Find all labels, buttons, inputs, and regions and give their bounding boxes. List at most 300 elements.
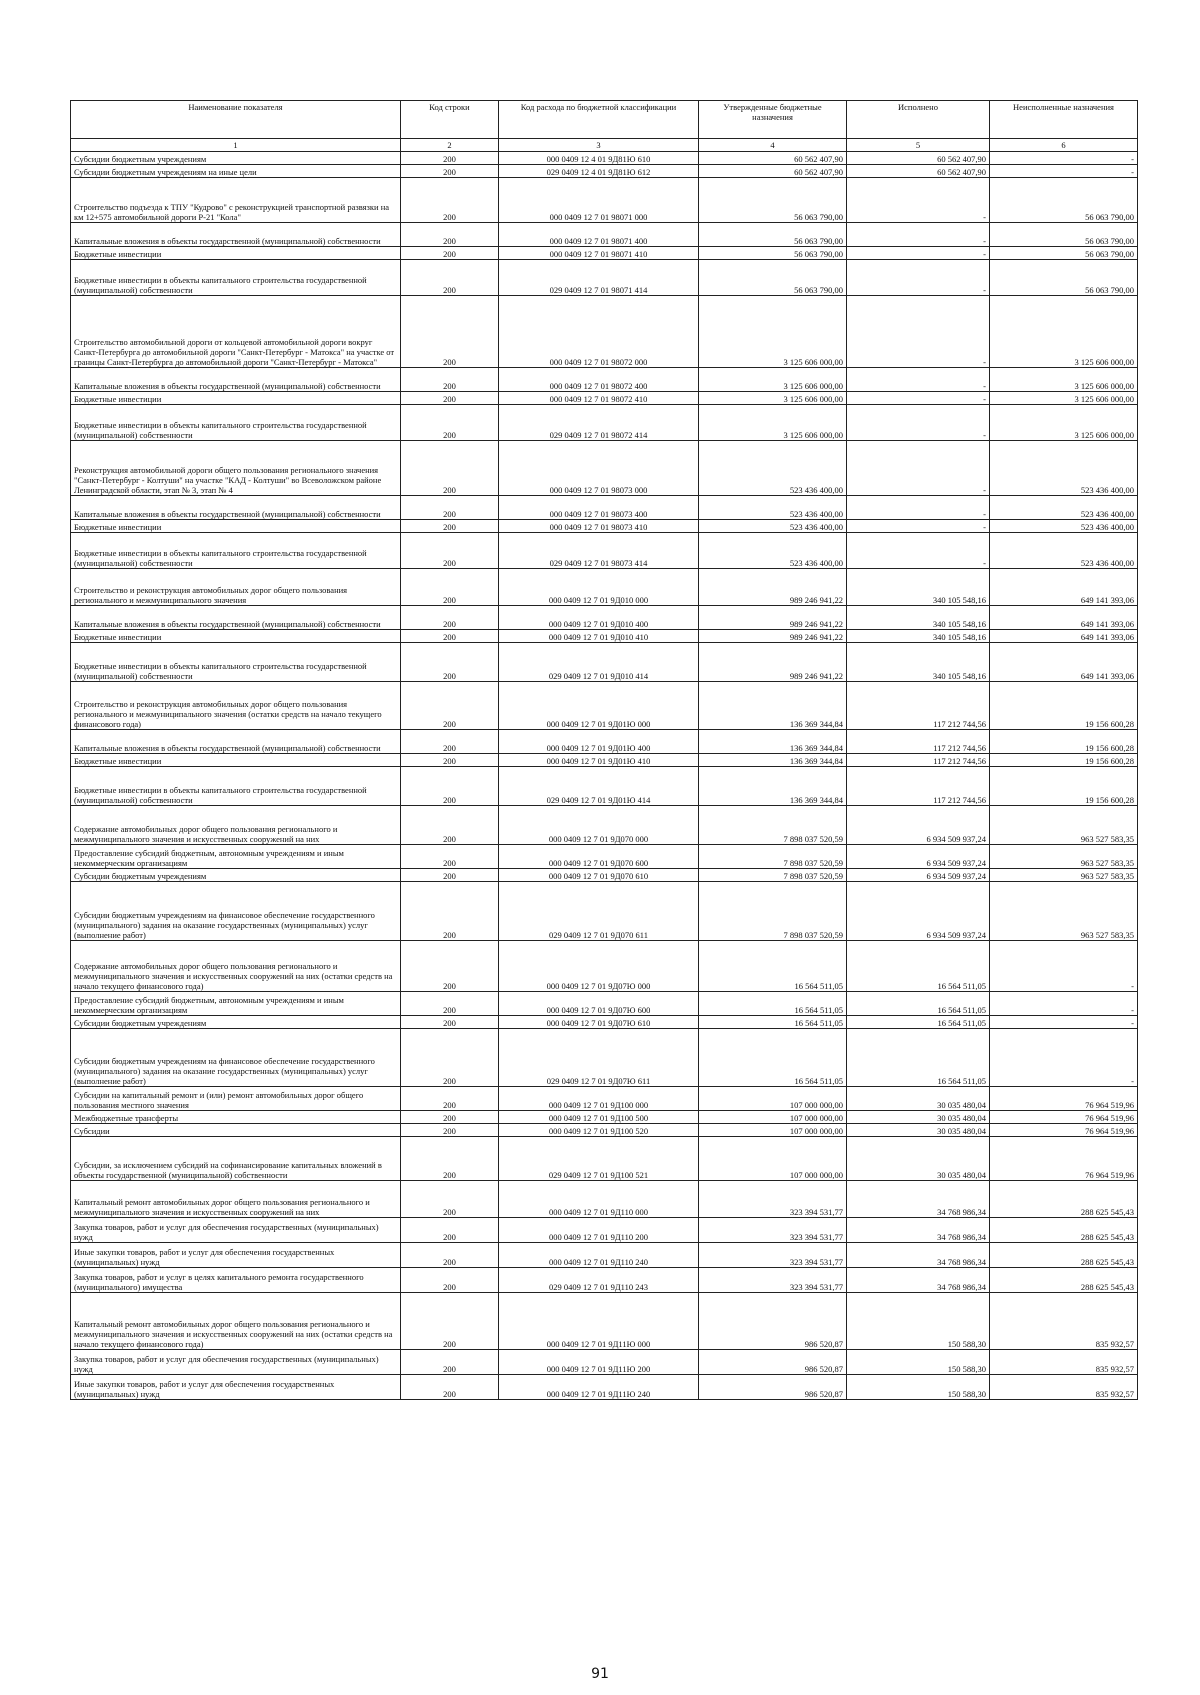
line-code-cell: 200 <box>401 405 499 441</box>
table-row <box>71 1243 1138 1268</box>
indicator-name-cell: Предоставление субсидий бюджетным, автономным учреждениям и иным некоммерческим организациям <box>71 992 401 1016</box>
classification-code-cell: 000 0409 12 7 01 9Д100 500 <box>499 1111 699 1124</box>
classification-code-cell: 000 0409 12 7 01 9Д11Ю 240 <box>499 1375 699 1400</box>
indicator-name-cell: Бюджетные инвестиции в объекты капитального строительства государственной (муниципальной) собственности <box>71 767 401 806</box>
unexecuted-amount-cell: 288 625 545,43 <box>990 1268 1138 1293</box>
budget-execution-table <box>70 100 1138 1400</box>
unexecuted-amount-cell: - <box>990 992 1138 1016</box>
unexecuted-amount-cell: 835 932,57 <box>990 1350 1138 1375</box>
executed-amount-cell: 6 934 509 937,24 <box>847 845 990 869</box>
executed-amount-cell: - <box>847 368 990 392</box>
table-row <box>71 606 1138 630</box>
indicator-name-cell: Капитальный ремонт автомобильных дорог общего пользования регионального и межмуниципального значения и искусственных сооружений на них (остатки средств на начало текущего финансового года) <box>71 1293 401 1350</box>
unexecuted-amount-cell: 963 527 583,35 <box>990 806 1138 845</box>
executed-amount-cell: - <box>847 520 990 533</box>
classification-code-cell: 000 0409 12 7 01 9Д100 520 <box>499 1124 699 1137</box>
approved-amount-cell: 16 564 511,05 <box>699 1029 847 1087</box>
indicator-name-cell: Закупка товаров, работ и услуг для обеспечения государственных (муниципальных) нужд <box>71 1218 401 1243</box>
table-row <box>71 992 1138 1016</box>
classification-code-cell: 000 0409 12 7 01 9Д07Ю 000 <box>499 941 699 992</box>
table-row <box>71 405 1138 441</box>
indicator-name-cell: Реконструкция автомобильной дороги общего пользования регионального значения "Санкт-Петербург - Колтуши" на участке "КАД - Колтуши" во Всеволожском районе Ленинградской области, этап № 3, этап № 4 <box>71 441 401 496</box>
approved-amount-cell: 56 063 790,00 <box>699 223 847 247</box>
executed-amount-cell: - <box>847 392 990 405</box>
indicator-name-cell: Субсидии бюджетным учреждениям <box>71 152 401 165</box>
table-row <box>71 1087 1138 1111</box>
approved-amount-cell: 3 125 606 000,00 <box>699 368 847 392</box>
executed-amount-cell: 6 934 509 937,24 <box>847 806 990 845</box>
unexecuted-amount-cell: 19 156 600,28 <box>990 754 1138 767</box>
executed-amount-cell: 16 564 511,05 <box>847 992 990 1016</box>
executed-amount-cell: 340 105 548,16 <box>847 569 990 606</box>
unexecuted-amount-cell: 3 125 606 000,00 <box>990 405 1138 441</box>
line-code-cell: 200 <box>401 643 499 682</box>
executed-amount-cell: 340 105 548,16 <box>847 643 990 682</box>
executed-amount-cell: - <box>847 223 990 247</box>
classification-code-cell: 000 0409 12 7 01 98072 410 <box>499 392 699 405</box>
indicator-name-cell: Бюджетные инвестиции <box>71 754 401 767</box>
indicator-name-cell: Содержание автомобильных дорог общего пользования регионального и межмуниципального значения и искусственных сооружений на них <box>71 806 401 845</box>
unexecuted-amount-cell: 19 156 600,28 <box>990 682 1138 730</box>
line-code-cell: 200 <box>401 296 499 368</box>
indicator-name-cell: Субсидии бюджетным учреждениям <box>71 1016 401 1029</box>
classification-code-cell: 029 0409 12 7 01 9Д010 414 <box>499 643 699 682</box>
table-row <box>71 882 1138 941</box>
classification-code-cell: 029 0409 12 7 01 98073 414 <box>499 533 699 569</box>
table-row <box>71 247 1138 260</box>
unexecuted-amount-cell: 3 125 606 000,00 <box>990 392 1138 405</box>
page-number: 91 <box>591 1666 609 1682</box>
approved-amount-cell: 3 125 606 000,00 <box>699 296 847 368</box>
executed-amount-cell: 30 035 480,04 <box>847 1111 990 1124</box>
indicator-name-cell: Строительство автомобильной дороги от кольцевой автомобильной дороги вокруг Санкт-Петербурга до автомобильной дороги "Санкт-Петербург - Матокса" на участке от границы Санкт-Петербурга до автомобильной дороги "Санкт-Петербург - Матокса" <box>71 296 401 368</box>
header-indicator-name: Наименование показателя <box>71 101 401 139</box>
indicator-name-cell: Бюджетные инвестиции в объекты капитального строительства государственной (муниципальной) собственности <box>71 405 401 441</box>
executed-amount-cell: 34 768 986,34 <box>847 1218 990 1243</box>
table-row <box>71 1218 1138 1243</box>
unexecuted-amount-cell: 288 625 545,43 <box>990 1181 1138 1218</box>
unexecuted-amount-cell: 56 063 790,00 <box>990 247 1138 260</box>
line-code-cell: 200 <box>401 496 499 520</box>
table-row <box>71 178 1138 223</box>
approved-amount-cell: 7 898 037 520,59 <box>699 882 847 941</box>
indicator-name-cell: Субсидии бюджетным учреждениям <box>71 869 401 882</box>
indicator-name-cell: Иные закупки товаров, работ и услуг для обеспечения государственных (муниципальных) нужд <box>71 1243 401 1268</box>
classification-code-cell: 000 0409 12 7 01 9Д010 000 <box>499 569 699 606</box>
executed-amount-cell: 34 768 986,34 <box>847 1268 990 1293</box>
indicator-name-cell: Бюджетные инвестиции в объекты капитального строительства государственной (муниципальной) собственности <box>71 533 401 569</box>
approved-amount-cell: 16 564 511,05 <box>699 941 847 992</box>
approved-amount-cell: 16 564 511,05 <box>699 1016 847 1029</box>
classification-code-cell: 000 0409 12 7 01 9Д070 600 <box>499 845 699 869</box>
approved-amount-cell: 107 000 000,00 <box>699 1124 847 1137</box>
indicator-name-cell: Закупка товаров, работ и услуг в целях капитального ремонта государственного (муниципального) имущества <box>71 1268 401 1293</box>
table-row <box>71 296 1138 368</box>
unexecuted-amount-cell: 19 156 600,28 <box>990 730 1138 754</box>
classification-code-cell: 000 0409 12 7 01 98073 400 <box>499 496 699 520</box>
indicator-name-cell: Капитальные вложения в объекты государственной (муниципальной) собственности <box>71 223 401 247</box>
classification-code-cell: 000 0409 12 7 01 98073 000 <box>499 441 699 496</box>
indicator-name-cell: Субсидии бюджетным учреждениям на финансовое обеспечение государственного (муниципального) задания на оказание государственных (муниципальных) услуг (выполнение работ) <box>71 1029 401 1087</box>
header-row <box>71 101 1138 139</box>
approved-amount-cell: 7 898 037 520,59 <box>699 806 847 845</box>
executed-amount-cell: 150 588,30 <box>847 1375 990 1400</box>
unexecuted-amount-cell: 288 625 545,43 <box>990 1218 1138 1243</box>
line-code-cell: 200 <box>401 869 499 882</box>
indicator-name-cell: Бюджетные инвестиции <box>71 520 401 533</box>
line-code-cell: 200 <box>401 247 499 260</box>
unexecuted-amount-cell: - <box>990 1029 1138 1087</box>
header-classification-code: Код расхода по бюджетной классификации <box>499 101 699 139</box>
unexecuted-amount-cell: 19 156 600,28 <box>990 767 1138 806</box>
table-row <box>71 1029 1138 1087</box>
approved-amount-cell: 56 063 790,00 <box>699 178 847 223</box>
classification-code-cell: 000 0409 12 7 01 9Д01Ю 410 <box>499 754 699 767</box>
executed-amount-cell: - <box>847 405 990 441</box>
approved-amount-cell: 989 246 941,22 <box>699 606 847 630</box>
approved-amount-cell: 136 369 344,84 <box>699 767 847 806</box>
column-number: 4 <box>699 139 847 152</box>
indicator-name-cell: Субсидии <box>71 1124 401 1137</box>
line-code-cell: 200 <box>401 630 499 643</box>
unexecuted-amount-cell: - <box>990 152 1138 165</box>
header-executed: Исполнено <box>847 101 990 139</box>
executed-amount-cell: 30 035 480,04 <box>847 1124 990 1137</box>
indicator-name-cell: Капитальные вложения в объекты государственной (муниципальной) собственности <box>71 496 401 520</box>
line-code-cell: 200 <box>401 520 499 533</box>
classification-code-cell: 000 0409 12 7 01 9Д010 400 <box>499 606 699 630</box>
table-row <box>71 368 1138 392</box>
classification-code-cell: 029 0409 12 7 01 98072 414 <box>499 405 699 441</box>
line-code-cell: 200 <box>401 767 499 806</box>
unexecuted-amount-cell: 523 436 400,00 <box>990 533 1138 569</box>
approved-amount-cell: 989 246 941,22 <box>699 643 847 682</box>
line-code-cell: 200 <box>401 152 499 165</box>
executed-amount-cell: - <box>847 247 990 260</box>
indicator-name-cell: Иные закупки товаров, работ и услуг для обеспечения государственных (муниципальных) нужд <box>71 1375 401 1400</box>
unexecuted-amount-cell: 835 932,57 <box>990 1293 1138 1350</box>
line-code-cell: 200 <box>401 730 499 754</box>
unexecuted-amount-cell: - <box>990 941 1138 992</box>
approved-amount-cell: 523 436 400,00 <box>699 520 847 533</box>
column-number: 3 <box>499 139 699 152</box>
line-code-cell: 200 <box>401 165 499 178</box>
line-code-cell: 200 <box>401 882 499 941</box>
indicator-name-cell: Капитальные вложения в объекты государственной (муниципальной) собственности <box>71 606 401 630</box>
classification-code-cell: 000 0409 12 7 01 9Д110 240 <box>499 1243 699 1268</box>
table-row <box>71 754 1138 767</box>
classification-code-cell: 000 0409 12 7 01 98072 000 <box>499 296 699 368</box>
approved-amount-cell: 60 562 407,90 <box>699 152 847 165</box>
line-code-cell: 200 <box>401 682 499 730</box>
classification-code-cell: 029 0409 12 7 01 9Д110 243 <box>499 1268 699 1293</box>
column-number: 5 <box>847 139 990 152</box>
column-number-row <box>71 139 1138 152</box>
unexecuted-amount-cell: 56 063 790,00 <box>990 260 1138 296</box>
executed-amount-cell: 340 105 548,16 <box>847 630 990 643</box>
line-code-cell: 200 <box>401 1029 499 1087</box>
approved-amount-cell: 523 436 400,00 <box>699 533 847 569</box>
approved-amount-cell: 989 246 941,22 <box>699 569 847 606</box>
table-body <box>71 152 1138 1400</box>
executed-amount-cell: 60 562 407,90 <box>847 152 990 165</box>
line-code-cell: 200 <box>401 260 499 296</box>
line-code-cell: 200 <box>401 1375 499 1400</box>
approved-amount-cell: 523 436 400,00 <box>699 441 847 496</box>
executed-amount-cell: 150 588,30 <box>847 1350 990 1375</box>
classification-code-cell: 000 0409 12 4 01 9Д81Ю 610 <box>499 152 699 165</box>
classification-code-cell: 000 0409 12 7 01 9Д070 610 <box>499 869 699 882</box>
approved-amount-cell: 16 564 511,05 <box>699 992 847 1016</box>
line-code-cell: 200 <box>401 368 499 392</box>
table-row <box>71 1268 1138 1293</box>
indicator-name-cell: Бюджетные инвестиции <box>71 392 401 405</box>
approved-amount-cell: 56 063 790,00 <box>699 260 847 296</box>
line-code-cell: 200 <box>401 392 499 405</box>
classification-code-cell: 000 0409 12 7 01 9Д110 200 <box>499 1218 699 1243</box>
executed-amount-cell: 30 035 480,04 <box>847 1137 990 1181</box>
table-row <box>71 569 1138 606</box>
unexecuted-amount-cell: 288 625 545,43 <box>990 1243 1138 1268</box>
executed-amount-cell: 30 035 480,04 <box>847 1087 990 1111</box>
classification-code-cell: 029 0409 12 7 01 9Д01Ю 414 <box>499 767 699 806</box>
line-code-cell: 200 <box>401 754 499 767</box>
approved-amount-cell: 56 063 790,00 <box>699 247 847 260</box>
approved-amount-cell: 986 520,87 <box>699 1375 847 1400</box>
approved-amount-cell: 7 898 037 520,59 <box>699 845 847 869</box>
approved-amount-cell: 323 394 531,77 <box>699 1268 847 1293</box>
line-code-cell: 200 <box>401 1293 499 1350</box>
unexecuted-amount-cell: 963 527 583,35 <box>990 869 1138 882</box>
approved-amount-cell: 107 000 000,00 <box>699 1087 847 1111</box>
approved-amount-cell: 136 369 344,84 <box>699 730 847 754</box>
unexecuted-amount-cell: 3 125 606 000,00 <box>990 296 1138 368</box>
classification-code-cell: 000 0409 12 7 01 9Д01Ю 000 <box>499 682 699 730</box>
approved-amount-cell: 136 369 344,84 <box>699 754 847 767</box>
line-code-cell: 200 <box>401 1124 499 1137</box>
line-code-cell: 200 <box>401 569 499 606</box>
indicator-name-cell: Субсидии, за исключением субсидий на софинансирование капитальных вложений в объекты государственной (муниципальной) собственности <box>71 1137 401 1181</box>
table-row <box>71 1293 1138 1350</box>
indicator-name-cell: Капитальные вложения в объекты государственной (муниципальной) собственности <box>71 368 401 392</box>
approved-amount-cell: 60 562 407,90 <box>699 165 847 178</box>
line-code-cell: 200 <box>401 1181 499 1218</box>
table-row <box>71 845 1138 869</box>
unexecuted-amount-cell: 76 964 519,96 <box>990 1087 1138 1111</box>
unexecuted-amount-cell: 523 436 400,00 <box>990 441 1138 496</box>
column-number: 6 <box>990 139 1138 152</box>
approved-amount-cell: 323 394 531,77 <box>699 1218 847 1243</box>
executed-amount-cell: 117 212 744,56 <box>847 682 990 730</box>
unexecuted-amount-cell: 56 063 790,00 <box>990 178 1138 223</box>
line-code-cell: 200 <box>401 606 499 630</box>
executed-amount-cell: 34 768 986,34 <box>847 1243 990 1268</box>
approved-amount-cell: 986 520,87 <box>699 1293 847 1350</box>
line-code-cell: 200 <box>401 223 499 247</box>
table-row <box>71 260 1138 296</box>
line-code-cell: 200 <box>401 533 499 569</box>
table-row <box>71 165 1138 178</box>
approved-amount-cell: 323 394 531,77 <box>699 1181 847 1218</box>
unexecuted-amount-cell: 649 141 393,06 <box>990 630 1138 643</box>
table-row <box>71 869 1138 882</box>
unexecuted-amount-cell: 76 964 519,96 <box>990 1137 1138 1181</box>
table-row <box>71 533 1138 569</box>
table-row <box>71 1375 1138 1400</box>
table-row <box>71 1111 1138 1124</box>
executed-amount-cell: 16 564 511,05 <box>847 1029 990 1087</box>
unexecuted-amount-cell: 76 964 519,96 <box>990 1124 1138 1137</box>
executed-amount-cell: 34 768 986,34 <box>847 1181 990 1218</box>
unexecuted-amount-cell: 76 964 519,96 <box>990 1111 1138 1124</box>
executed-amount-cell: 60 562 407,90 <box>847 165 990 178</box>
unexecuted-amount-cell: 649 141 393,06 <box>990 569 1138 606</box>
indicator-name-cell: Субсидии бюджетным учреждениям на иные цели <box>71 165 401 178</box>
line-code-cell: 200 <box>401 941 499 992</box>
table-row <box>71 496 1138 520</box>
approved-amount-cell: 107 000 000,00 <box>699 1111 847 1124</box>
table-row <box>71 643 1138 682</box>
unexecuted-amount-cell: 963 527 583,35 <box>990 882 1138 941</box>
classification-code-cell: 000 0409 12 7 01 9Д07Ю 600 <box>499 992 699 1016</box>
table-row <box>71 806 1138 845</box>
table-row <box>71 223 1138 247</box>
column-number: 1 <box>71 139 401 152</box>
indicator-name-cell: Субсидии бюджетным учреждениям на финансовое обеспечение государственного (муниципального) задания на оказание государственных (муниципальных) услуг (выполнение работ) <box>71 882 401 941</box>
table-row <box>71 630 1138 643</box>
indicator-name-cell: Строительство и реконструкция автомобильных дорог общего пользования регионального и межмуниципального значения <box>71 569 401 606</box>
classification-code-cell: 000 0409 12 7 01 9Д01Ю 400 <box>499 730 699 754</box>
indicator-name-cell: Бюджетные инвестиции в объекты капитального строительства государственной (муниципальной) собственности <box>71 260 401 296</box>
indicator-name-cell: Строительство и реконструкция автомобильных дорог общего пользования регионального и межмуниципального значения (остатки средств на начало текущего финансового года) <box>71 682 401 730</box>
executed-amount-cell: 340 105 548,16 <box>847 606 990 630</box>
unexecuted-amount-cell: 523 436 400,00 <box>990 496 1138 520</box>
classification-code-cell: 000 0409 12 7 01 9Д11Ю 000 <box>499 1293 699 1350</box>
table-row <box>71 520 1138 533</box>
header-unexecuted: Неисполненные назначения <box>990 101 1138 139</box>
unexecuted-amount-cell: 3 125 606 000,00 <box>990 368 1138 392</box>
table-row <box>71 1181 1138 1218</box>
indicator-name-cell: Субсидии на капитальный ремонт и (или) ремонт автомобильных дорог общего пользования местного значения <box>71 1087 401 1111</box>
indicator-name-cell: Закупка товаров, работ и услуг для обеспечения государственных (муниципальных) нужд <box>71 1350 401 1375</box>
approved-amount-cell: 3 125 606 000,00 <box>699 405 847 441</box>
line-code-cell: 200 <box>401 1087 499 1111</box>
line-code-cell: 200 <box>401 1111 499 1124</box>
classification-code-cell: 000 0409 12 7 01 9Д07Ю 610 <box>499 1016 699 1029</box>
approved-amount-cell: 107 000 000,00 <box>699 1137 847 1181</box>
classification-code-cell: 000 0409 12 7 01 98071 400 <box>499 223 699 247</box>
indicator-name-cell: Капитальный ремонт автомобильных дорог общего пользования регионального и межмуниципального значения и искусственных сооружений на них <box>71 1181 401 1218</box>
classification-code-cell: 000 0409 12 7 01 9Д100 000 <box>499 1087 699 1111</box>
line-code-cell: 200 <box>401 441 499 496</box>
table-row <box>71 730 1138 754</box>
column-number: 2 <box>401 139 499 152</box>
approved-amount-cell: 3 125 606 000,00 <box>699 392 847 405</box>
executed-amount-cell: - <box>847 441 990 496</box>
classification-code-cell: 000 0409 12 7 01 9Д110 000 <box>499 1181 699 1218</box>
unexecuted-amount-cell: 649 141 393,06 <box>990 606 1138 630</box>
classification-code-cell: 000 0409 12 7 01 9Д070 000 <box>499 806 699 845</box>
executed-amount-cell: 16 564 511,05 <box>847 941 990 992</box>
executed-amount-cell: 6 934 509 937,24 <box>847 882 990 941</box>
classification-code-cell: 029 0409 12 4 01 9Д81Ю 612 <box>499 165 699 178</box>
indicator-name-cell: Бюджетные инвестиции в объекты капитального строительства государственной (муниципальной) собственности <box>71 643 401 682</box>
unexecuted-amount-cell: - <box>990 165 1138 178</box>
line-code-cell: 200 <box>401 1016 499 1029</box>
line-code-cell: 200 <box>401 1268 499 1293</box>
classification-code-cell: 000 0409 12 7 01 9Д010 410 <box>499 630 699 643</box>
executed-amount-cell: 16 564 511,05 <box>847 1016 990 1029</box>
indicator-name-cell: Межбюджетные трансферты <box>71 1111 401 1124</box>
unexecuted-amount-cell: 963 527 583,35 <box>990 845 1138 869</box>
executed-amount-cell: 117 212 744,56 <box>847 767 990 806</box>
table-row <box>71 441 1138 496</box>
table-row <box>71 1124 1138 1137</box>
executed-amount-cell: 117 212 744,56 <box>847 754 990 767</box>
table-row <box>71 941 1138 992</box>
line-code-cell: 200 <box>401 806 499 845</box>
line-code-cell: 200 <box>401 178 499 223</box>
classification-code-cell: 000 0409 12 7 01 98073 410 <box>499 520 699 533</box>
table-row <box>71 392 1138 405</box>
header-line-code: Код строки <box>401 101 499 139</box>
executed-amount-cell: - <box>847 296 990 368</box>
line-code-cell: 200 <box>401 1243 499 1268</box>
table-row <box>71 1016 1138 1029</box>
classification-code-cell: 029 0409 12 7 01 9Д070 611 <box>499 882 699 941</box>
line-code-cell: 200 <box>401 1137 499 1181</box>
approved-amount-cell: 523 436 400,00 <box>699 496 847 520</box>
unexecuted-amount-cell: 649 141 393,06 <box>990 643 1138 682</box>
approved-amount-cell: 986 520,87 <box>699 1350 847 1375</box>
classification-code-cell: 029 0409 12 7 01 9Д07Ю 611 <box>499 1029 699 1087</box>
line-code-cell: 200 <box>401 1218 499 1243</box>
unexecuted-amount-cell: 835 932,57 <box>990 1375 1138 1400</box>
header-approved-budget: Утвержденные бюджетные назначения <box>699 101 847 139</box>
table-row <box>71 767 1138 806</box>
executed-amount-cell: - <box>847 178 990 223</box>
table-row <box>71 682 1138 730</box>
unexecuted-amount-cell: 56 063 790,00 <box>990 223 1138 247</box>
approved-amount-cell: 136 369 344,84 <box>699 682 847 730</box>
classification-code-cell: 029 0409 12 7 01 98071 414 <box>499 260 699 296</box>
executed-amount-cell: - <box>847 260 990 296</box>
unexecuted-amount-cell: - <box>990 1016 1138 1029</box>
indicator-name-cell: Бюджетные инвестиции <box>71 630 401 643</box>
classification-code-cell: 000 0409 12 7 01 98072 400 <box>499 368 699 392</box>
line-code-cell: 200 <box>401 845 499 869</box>
approved-amount-cell: 7 898 037 520,59 <box>699 869 847 882</box>
indicator-name-cell: Строительство подъезда к ТПУ "Кудрово" с реконструкцией транспортной развязки на км 12+575 автомобильной дороги Р-21 "Кола" <box>71 178 401 223</box>
classification-code-cell: 029 0409 12 7 01 9Д100 521 <box>499 1137 699 1181</box>
approved-amount-cell: 989 246 941,22 <box>699 630 847 643</box>
executed-amount-cell: 150 588,30 <box>847 1293 990 1350</box>
table-row <box>71 152 1138 165</box>
line-code-cell: 200 <box>401 1350 499 1375</box>
executed-amount-cell: 6 934 509 937,24 <box>847 869 990 882</box>
table-row <box>71 1350 1138 1375</box>
indicator-name-cell: Бюджетные инвестиции <box>71 247 401 260</box>
executed-amount-cell: - <box>847 533 990 569</box>
indicator-name-cell: Предоставление субсидий бюджетным, автономным учреждениям и иным некоммерческим организациям <box>71 845 401 869</box>
line-code-cell: 200 <box>401 992 499 1016</box>
executed-amount-cell: 117 212 744,56 <box>847 730 990 754</box>
classification-code-cell: 000 0409 12 7 01 98071 410 <box>499 247 699 260</box>
classification-code-cell: 000 0409 12 7 01 9Д11Ю 200 <box>499 1350 699 1375</box>
table-row <box>71 1137 1138 1181</box>
classification-code-cell: 000 0409 12 7 01 98071 000 <box>499 178 699 223</box>
unexecuted-amount-cell: 523 436 400,00 <box>990 520 1138 533</box>
